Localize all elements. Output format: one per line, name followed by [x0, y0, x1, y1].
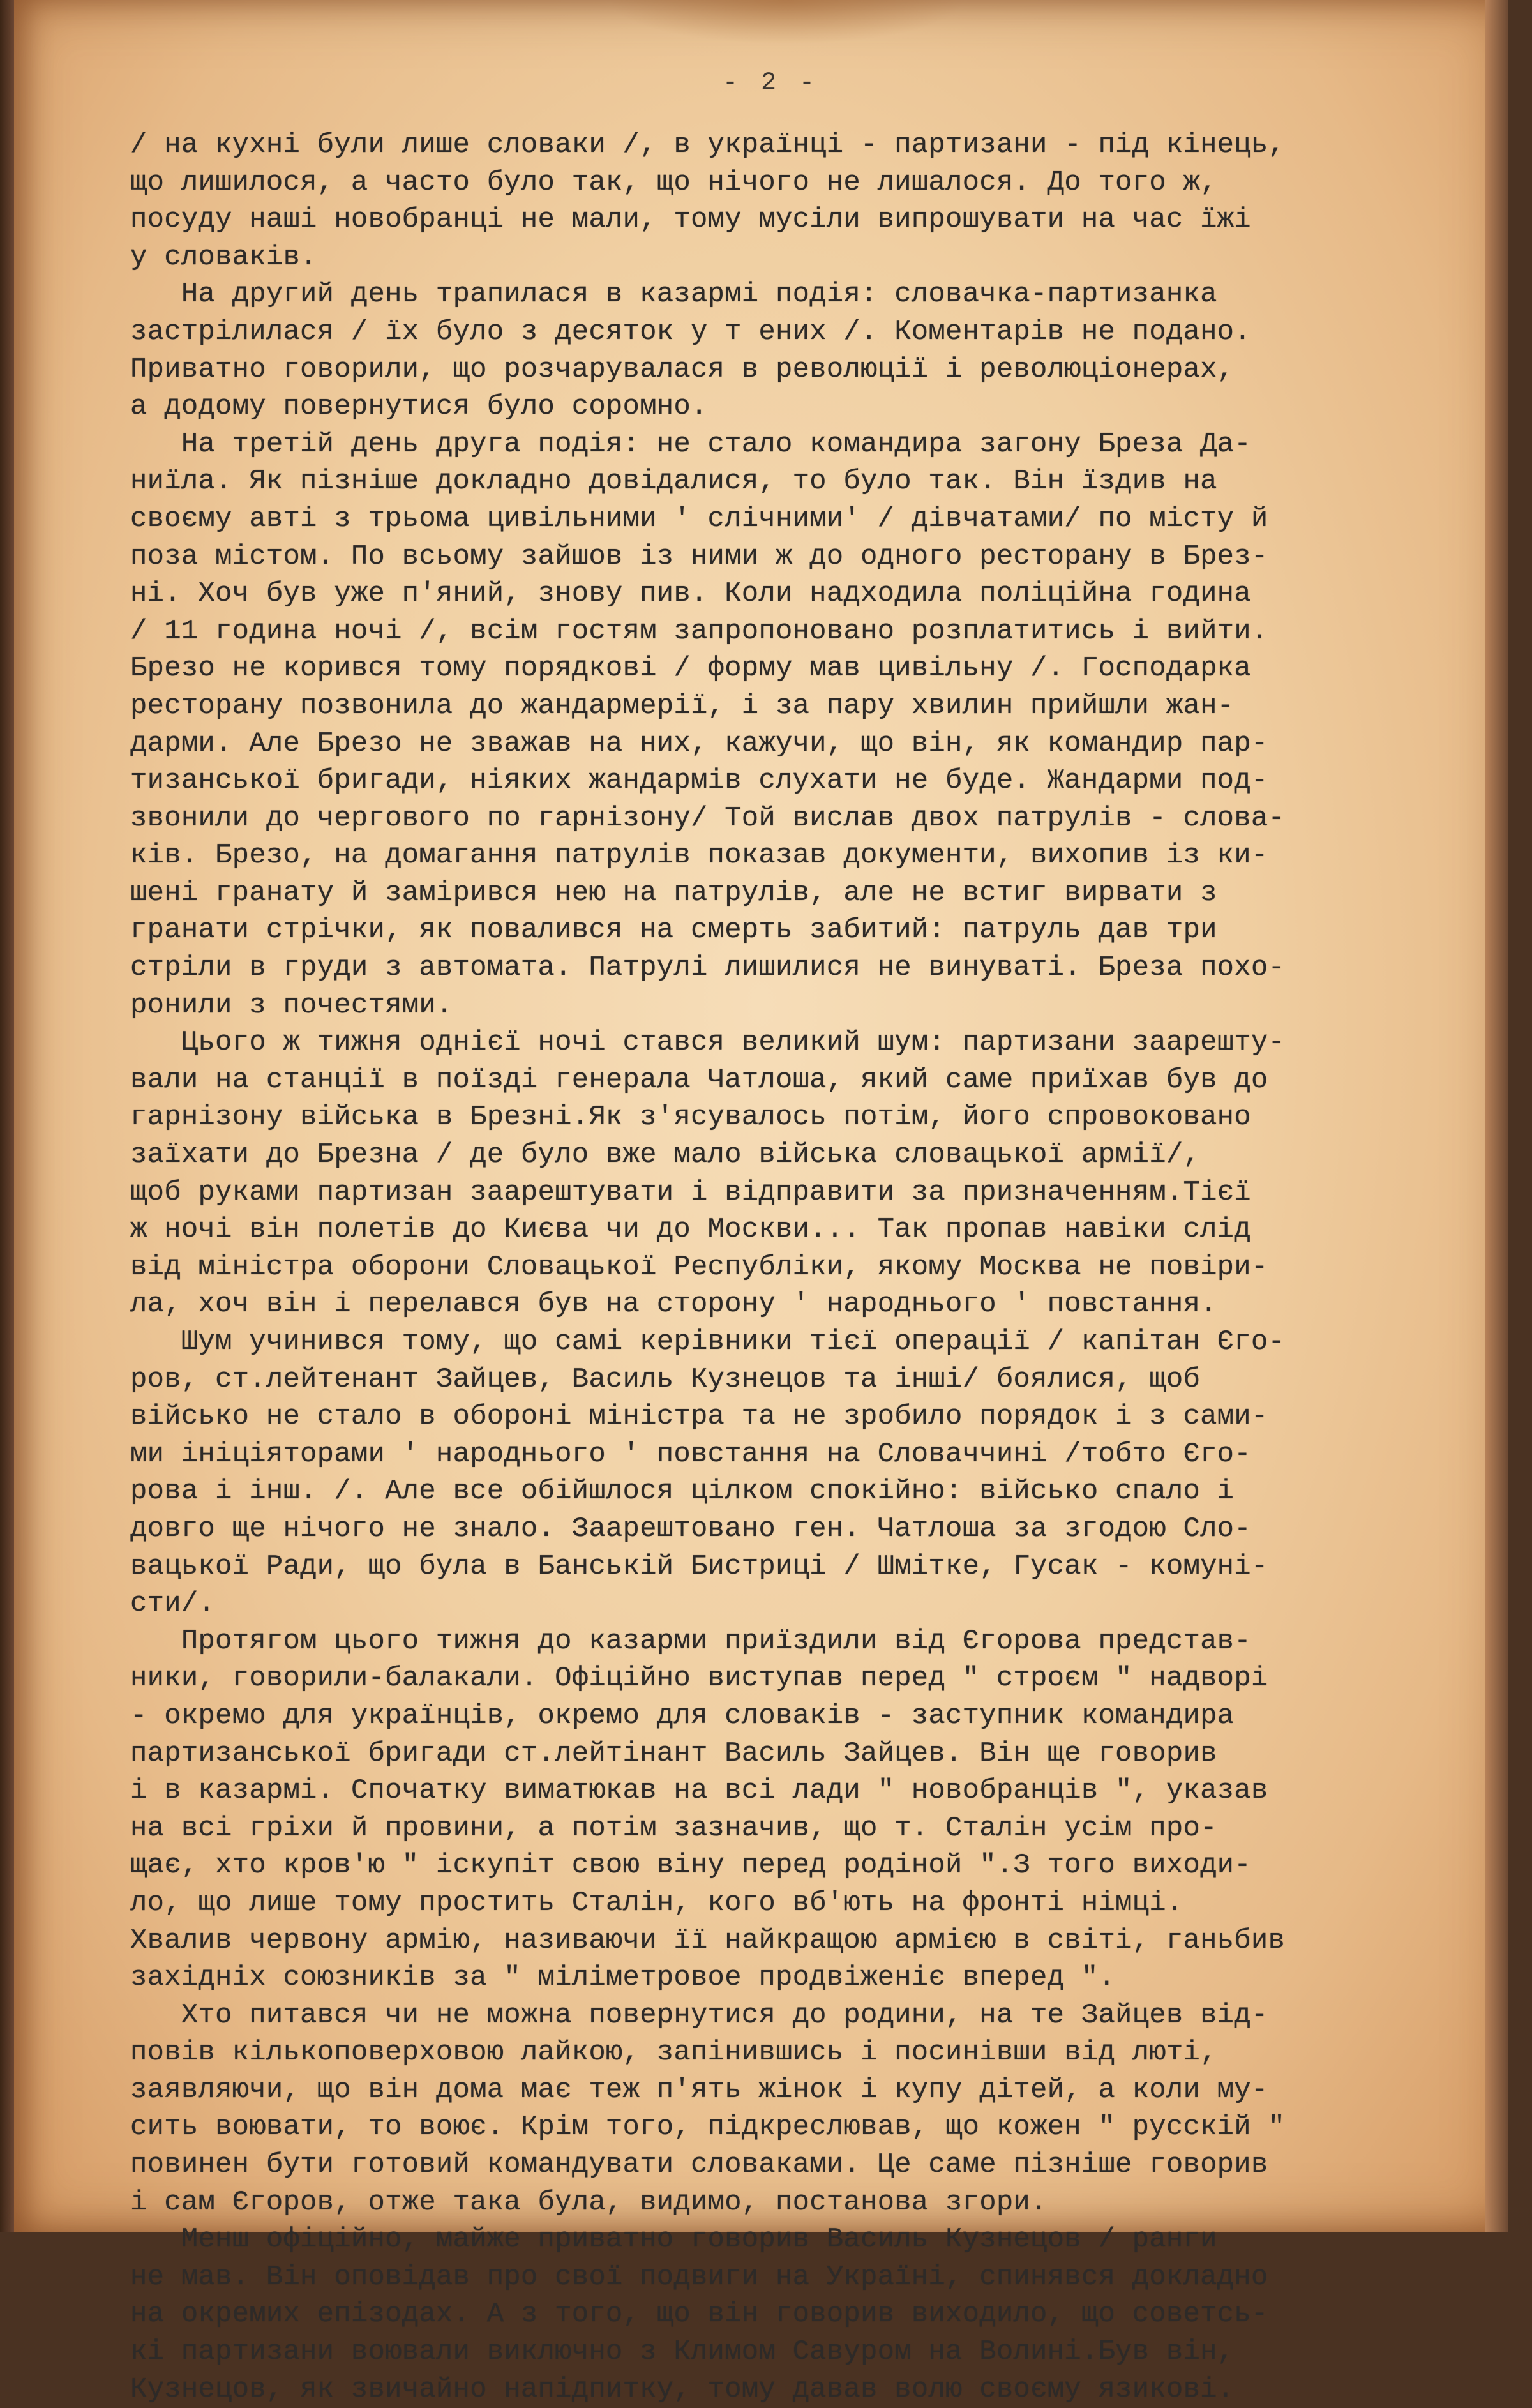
text-line: Протягом цього тижня до казарми приїздили від Єгорова представ- — [130, 1625, 1251, 1657]
text-line: - окремо для українців, окремо для словаків - заступник командира — [130, 1699, 1235, 1732]
typewritten-page — [14, 0, 1508, 2405]
text-line: Цього ж тижня однієї ночі стався великий шум: партизани заарешту- — [130, 1027, 1286, 1059]
text-line: ло, що лише тому простить Сталін, кого вб'ють на фронті німці. — [130, 1886, 1183, 1919]
page-number: - 2 - — [723, 69, 819, 98]
text-line: на окремих епізодах. А з того, що він говорив виходило, що советсь- — [130, 2298, 1268, 2331]
text-line: ронили з почестями. — [130, 989, 453, 1021]
text-line: На другий день трапилася в казармі подія: словачка-партизанка — [130, 278, 1217, 311]
text-line: На третій день друга подія: не стало командира загону Бреза Да- — [130, 428, 1251, 460]
text-line: заїхати до Брезна / де було вже мало війська словацької армії/, — [130, 1139, 1201, 1171]
text-line: ків. Брезо, на домагання патрулів показав документи, вихопив із ки- — [130, 839, 1268, 872]
text-line: західніх союзників за " міліметровое продвіженіє вперед ". — [130, 1962, 1116, 1994]
text-line: а додому повернутися було соромно. — [130, 391, 708, 423]
text-line: щоб руками партизан заарештувати і відправити за призначенням.Тієї — [130, 1176, 1251, 1208]
text-line: шені гранату й замірився нею на патрулів, але не встиг вирвати з — [130, 877, 1217, 909]
book-spine — [0, 0, 14, 2232]
text-line: Приватно говорили, що розчарувалася в революції і революціонерах, — [130, 353, 1235, 386]
text-line: Менш офіційно, майже приватно говорив Василь Кузнецов / ранги — [130, 2224, 1217, 2256]
text-line: у словаків. — [130, 241, 317, 273]
text-line: від міністра оборони Словацької Республіки, якому Москва не повіри- — [130, 1251, 1268, 1283]
text-line: сти/. — [130, 1588, 216, 1620]
text-line: посуду наші новобранці не мали, тому мусіли випрошувати на час їжі — [130, 204, 1251, 236]
text-line: кі партизани воювали виключно з Климом Савуром на Волині.Був він, — [130, 2336, 1235, 2368]
text-line: тизанської бригади, ніяких жандармів слухати не буде. Жандарми под- — [130, 765, 1268, 797]
text-line: своєму авті з трьома цивільними ' слічними' / дівчатами/ по місту й — [130, 502, 1268, 535]
text-line: Хто питався чи не можна повернутися до родини, на те Зайцев від- — [130, 1999, 1268, 2031]
paper-stain — [608, 0, 965, 45]
text-line: Хвалив червону армію, називаючи її найкращою армією в світі, ганьбив — [130, 1924, 1286, 1957]
text-line: вали на станції в поїзді генерала Чатлоша, який саме приїхав був до — [130, 1064, 1268, 1096]
text-line: щає, хто кров'ю " іскупіт свою віну перед родіной ".З того виходи- — [130, 1849, 1251, 1882]
text-line: / 11 година ночі /, всім гостям запропоновано розплатитись і вийти. — [130, 615, 1268, 647]
text-line: ми ініціяторами ' народнього ' повстання на Словаччині /тобто Єго- — [130, 1438, 1251, 1470]
text-line: не мав. Він оповідав про свої подвиги на Україні, спинявся докладно — [130, 2261, 1268, 2293]
text-line: вацької Ради, що була в Банській Бистриці / Шмітке, Гусак - комуні- — [130, 1550, 1268, 1583]
text-line: партизанської бригади ст.лейтінант Василь Зайцев. Він ще говорив — [130, 1737, 1217, 1770]
text-line: довго ще нічого не знало. Заарештовано ген. Чатлоша за згодою Сло- — [130, 1512, 1251, 1545]
text-line: Шум учинився тому, що самі керівники тієї операції / капітан Єго- — [130, 1326, 1286, 1358]
text-line: ла, хоч він і перелався був на сторону ' народнього ' повстання. — [130, 1288, 1217, 1321]
text-line: і в казармі. Спочатку виматюкав на всі лади " новобранців ", указав — [130, 1775, 1268, 1807]
page-edge — [1485, 0, 1508, 2232]
text-line: військо не стало в обороні міністра та не зробило порядок і з сами- — [130, 1401, 1268, 1433]
text-line: дарми. Але Брезо не зважав на них, кажучи, що він, як командир пар- — [130, 727, 1268, 760]
text-line: і сам Єгоров, отже така була, видимо, постанова згори. — [130, 2186, 1048, 2218]
text-line: Брезо не корився тому порядкові / форму мав цивільну /. Господарка — [130, 652, 1251, 685]
text-line: на всі гріхи й провини, а потім зазначив, що т. Сталін усім про- — [130, 1812, 1217, 1844]
text-line: ниїла. Як пізніше докладно довідалися, то було так. Він їздив на — [130, 465, 1217, 498]
text-line: гарнізону війська в Брезні.Як з'ясувалось потім, його спровоковано — [130, 1101, 1251, 1134]
text-line: повинен бути готовий командувати словаками. Це саме пізніше говорив — [130, 2149, 1268, 2181]
text-line: ж ночі він полетів до Києва чи до Москви... Так пропав навіки слід — [130, 1214, 1251, 1246]
text-line: сить воювати, то воює. Крім того, підкреслював, що кожен " русскій " — [130, 2111, 1286, 2144]
text-line: рова і інш. /. Але все обійшлося цілком спокійно: військо спало і — [130, 1475, 1235, 1508]
text-line: ров, ст.лейтенант Зайцев, Василь Кузнецов та інші/ боялися, щоб — [130, 1363, 1201, 1396]
text-line: повів кількоповерховою лайкою, запінившись і посинівши від люті, — [130, 2036, 1217, 2069]
text-line: що лишилося, а часто було так, що нічого не лишалося. До того ж, — [130, 166, 1217, 199]
text-line: застрілилася / їх було з десяток у т ених /. Коментарів не подано. — [130, 315, 1251, 348]
text-line: поза містом. По всьому зайшов із ними ж до одного ресторану в Брез- — [130, 540, 1268, 573]
text-line: стріли в груди з автомата. Патрулі лишилися не винуваті. Бреза похо- — [130, 952, 1286, 984]
text-line: заявляючи, що він дома має теж п'ять жінок і купу дітей, а коли му- — [130, 2073, 1268, 2106]
text-line: ресторану позвонила до жандармерії, і за пару хвилин прийшли жан- — [130, 689, 1235, 722]
text-line: звонили до чергового по гарнізону/ Той вислав двох патрулів - слова- — [130, 802, 1286, 834]
text-line: / на кухні були лише словаки /, в українці - партизани - під кінець, — [130, 129, 1286, 161]
text-line: Кузнецов, як звичайно напідпитку, тому давав волю своєму язикові. — [130, 2373, 1235, 2405]
text-line: ники, говорили-балакали. Офіційно виступав перед " строєм " надворі — [130, 1662, 1268, 1695]
text-line: гранати стрічки, як повалився на смерть забитий: патруль дав три — [130, 914, 1217, 947]
text-line: ні. Хоч був уже п'яний, знову пив. Коли надходила поліційна година — [130, 578, 1251, 610]
body-text — [130, 126, 1458, 2408]
